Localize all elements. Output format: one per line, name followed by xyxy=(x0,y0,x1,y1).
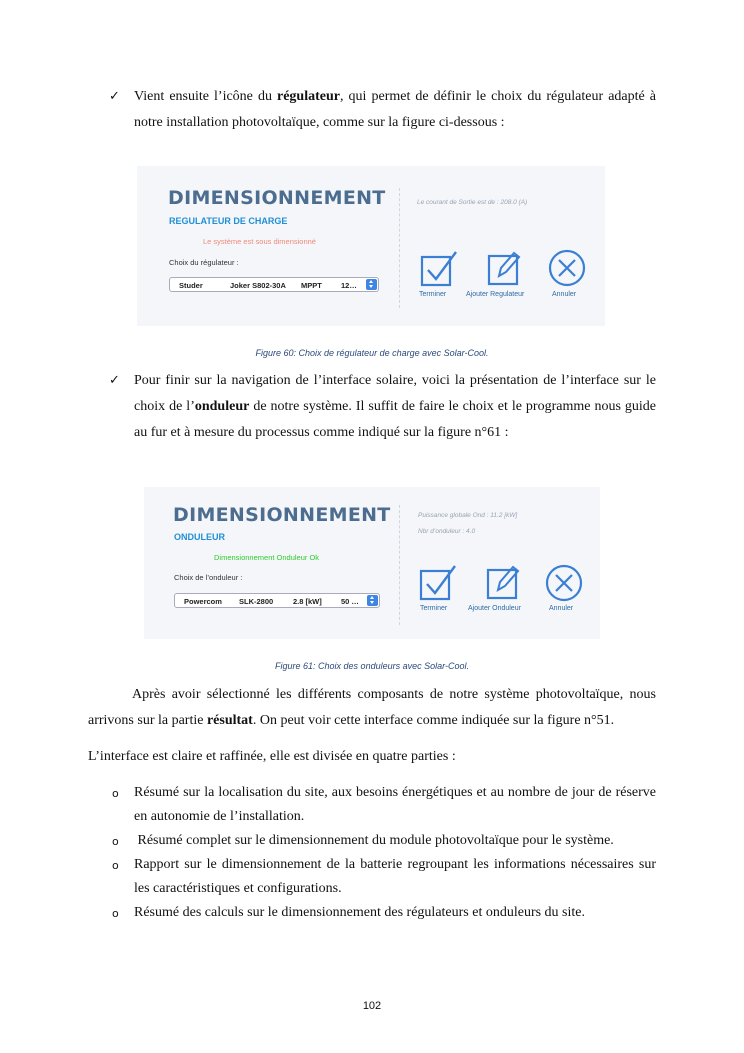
figure-61-caption: Figure 61: Choix des onduleurs avec Solar-Cool. xyxy=(275,661,469,671)
status-message: Le système est sous dimensionné xyxy=(203,237,316,246)
select-cell-extra: 50 … xyxy=(341,597,359,606)
annuler-button[interactable]: Annuler xyxy=(549,605,574,612)
status-message: Dimensionnement Onduleur Ok xyxy=(214,553,320,562)
list-item: Rapport sur le dimensionnement de la batterie regroupant les informations nécessaires sur les caractéristiques et configurations. xyxy=(134,857,656,896)
circle-bullet-icon: o xyxy=(112,859,119,872)
figure-61-screenshot xyxy=(144,487,600,639)
circle-bullet-icon: o xyxy=(112,787,119,800)
edit-icon[interactable] xyxy=(485,249,525,294)
cancel-icon[interactable] xyxy=(547,248,587,293)
list-item: Résumé des calculs sur le dimensionnement des régulateurs et onduleurs du site. xyxy=(134,905,586,920)
annuler-button[interactable]: Annuler xyxy=(552,291,577,298)
intro1-text-before: Vient ensuite l’icône du xyxy=(134,89,277,104)
page-number: 102 xyxy=(362,1000,382,1012)
intro1-text-after: , qui permet de définir le choix du régulateur adapté à notre installation photovoltaïque, comme sur la figure ci-dessous : xyxy=(134,89,656,130)
select-arrows-icon[interactable] xyxy=(367,595,378,606)
edit-icon[interactable] xyxy=(484,563,524,608)
select-label: Choix du régulateur : xyxy=(169,258,239,267)
select-arrows-icon[interactable] xyxy=(366,279,377,290)
select-cell-voltage: 12… xyxy=(341,281,357,290)
circle-bullet-icon: o xyxy=(112,835,119,848)
circle-bullet-icon: o xyxy=(112,907,119,920)
select-cell-brand: Studer xyxy=(179,281,203,290)
result-text-before: Après avoir sélectionné les différents composants de notre système photovoltaïque, nous arrivons sur la partie xyxy=(88,687,656,728)
onduleur-select[interactable] xyxy=(174,593,380,608)
intro2-bold-term: onduleur xyxy=(194,399,250,414)
dimensionnement-title: DIMENSIONNEMENT xyxy=(168,187,386,209)
info-nbr-onduleur: Nbr d’onduleur : 4.0 xyxy=(418,528,476,535)
info-courant-sortie: Le courant de Sortie est de : 208.0 (A) xyxy=(417,199,528,206)
checkmark-bullet-icon: ✓ xyxy=(109,89,120,104)
ajouter-regulateur-button[interactable]: Ajouter Regulateur xyxy=(466,291,525,298)
intro-paragraph-regulateur xyxy=(134,84,656,136)
regulateur-select[interactable] xyxy=(169,277,379,292)
figure-60-screenshot xyxy=(137,166,605,326)
parts-paragraph: L’interface est claire et raffinée, elle est divisée en quatre parties : xyxy=(88,749,456,764)
select-cell-type: MPPT xyxy=(301,281,322,290)
terminer-button[interactable]: Terminer xyxy=(419,291,447,298)
vertical-divider xyxy=(399,188,400,308)
checkbox-icon[interactable] xyxy=(418,563,458,608)
select-label: Choix de l’onduleur : xyxy=(174,573,243,582)
select-cell-model: SLK-2800 xyxy=(239,597,274,606)
list-item: Résumé complet sur le dimensionnement du module photovoltaïque pour le système. xyxy=(134,833,614,848)
checkbox-icon[interactable] xyxy=(419,249,459,294)
result-text-after: . On peut voir cette interface comme indiquée sur la figure n°51. xyxy=(252,713,615,728)
intro1-bold-term: régulateur xyxy=(277,89,340,104)
regulateur-subtitle: REGULATEUR DE CHARGE xyxy=(169,216,288,226)
vertical-divider xyxy=(399,505,400,625)
result-bold-term: résultat xyxy=(206,713,253,728)
checkmark-bullet-icon: ✓ xyxy=(109,373,120,388)
select-cell-model: Joker S802-30A xyxy=(230,281,286,290)
figure-60-caption: Figure 60: Choix de régulateur de charge avec Solar-Cool. xyxy=(255,348,489,358)
select-cell-brand: Powercom xyxy=(184,597,222,606)
result-paragraph xyxy=(88,682,656,734)
ajouter-onduleur-button[interactable]: Ajouter Onduleur xyxy=(468,605,521,612)
onduleur-subtitle: ONDULEUR xyxy=(174,532,225,542)
info-puissance-globale: Puissance globale Ond : 11.2 [kW] xyxy=(418,512,518,519)
select-cell-power: 2.8 [kW] xyxy=(293,597,322,606)
intro2-text-after: de notre système. Il suffit de faire le choix et le programme nous guide au fur et à mesure du processus comme indiqué sur la figure n°61 : xyxy=(134,399,656,440)
list-item: Résumé sur la localisation du site, aux besoins énergétiques et au nombre de jour de réserve en autonomie de l’installation. xyxy=(134,785,656,824)
cancel-icon[interactable] xyxy=(544,563,584,608)
dimensionnement-title: DIMENSIONNEMENT xyxy=(173,504,391,526)
intro-paragraph-onduleur xyxy=(134,368,656,446)
intro2-text-before: Pour finir sur la navigation de l’interface solaire, voici la présentation de l’interface sur le choix de l’ xyxy=(134,373,656,414)
terminer-button[interactable]: Terminer xyxy=(420,605,448,612)
